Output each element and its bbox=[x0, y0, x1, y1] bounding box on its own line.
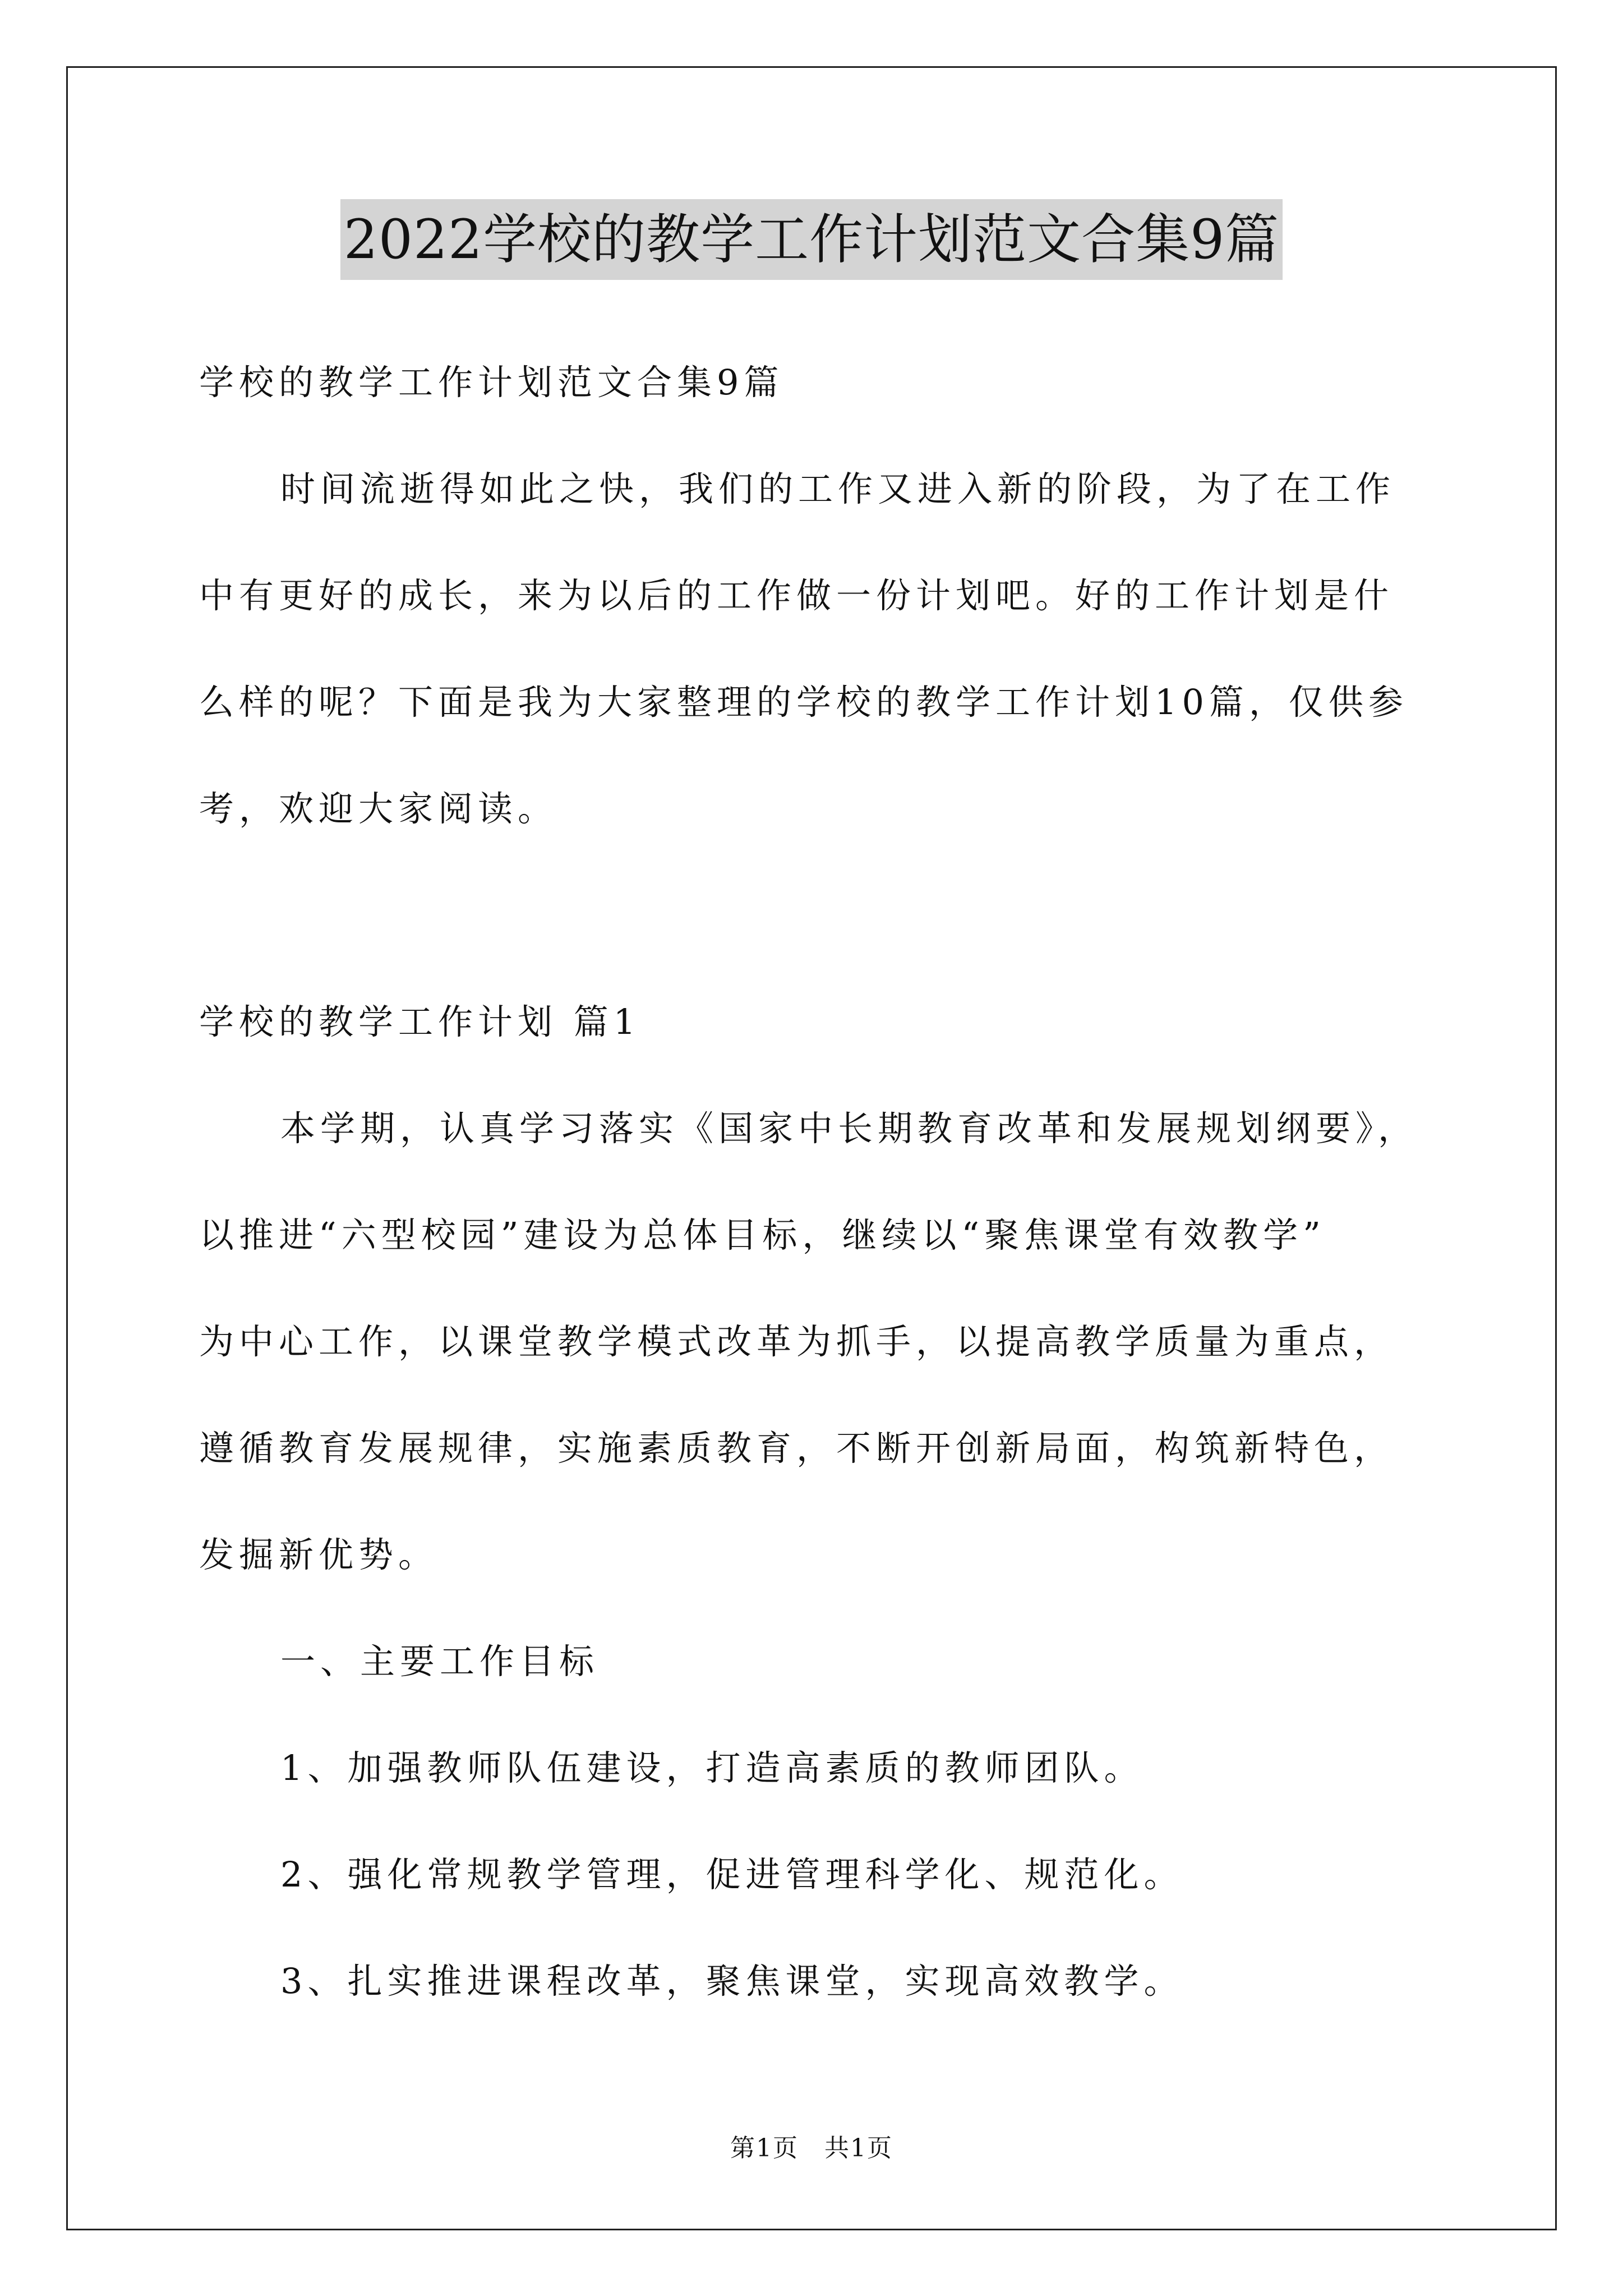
intro-line-3: 么样的呢？下面是我为大家整理的学校的教学工作计划10篇，仅供参 bbox=[199, 682, 1408, 723]
document-subtitle: 学校的教学工作计划范文合集9篇 bbox=[199, 362, 784, 403]
section-line-3: 为中心工作，以课堂教学模式改革为抓手，以提高教学质量为重点， bbox=[199, 1321, 1394, 1362]
section-line-5: 发掘新优势。 bbox=[199, 1534, 439, 1575]
goal-item-1: 1、加强教师队伍建设，打造高素质的教师团队。 bbox=[280, 1747, 1144, 1788]
title-container bbox=[0, 199, 1623, 280]
intro-line-2: 中有更好的成长，来为以后的工作做一份计划吧。好的工作计划是什 bbox=[199, 575, 1394, 616]
section-line-4: 遵循教育发展规律，实施素质教育，不断开创新局面，构筑新特色， bbox=[199, 1428, 1394, 1469]
goal-item-3: 3、扎实推进课程改革，聚焦课堂，实现高效教学。 bbox=[280, 1961, 1184, 2001]
goals-heading: 一、主要工作目标 bbox=[280, 1641, 600, 1682]
intro-line-4: 考，欢迎大家阅读。 bbox=[199, 788, 558, 829]
section-heading: 学校的教学工作计划 篇1 bbox=[199, 1001, 641, 1042]
section-line-1: 本学期，认真学习落实《国家中长期教育改革和发展规划纲要》， bbox=[280, 1108, 1418, 1149]
goal-item-2: 2、强化常规教学管理，促进管理科学化、规范化。 bbox=[280, 1854, 1184, 1895]
document-title: 2022学校的教学工作计划范文合集9篇 bbox=[340, 199, 1283, 280]
intro-line-1: 时间流逝得如此之快，我们的工作又进入新的阶段，为了在工作 bbox=[280, 468, 1396, 509]
section-line-2: 以推进“六型校园”建设为总体目标，继续以“聚焦课堂有效教学” bbox=[199, 1214, 1326, 1255]
page-number: 第1页 共1页 bbox=[730, 2134, 893, 2162]
